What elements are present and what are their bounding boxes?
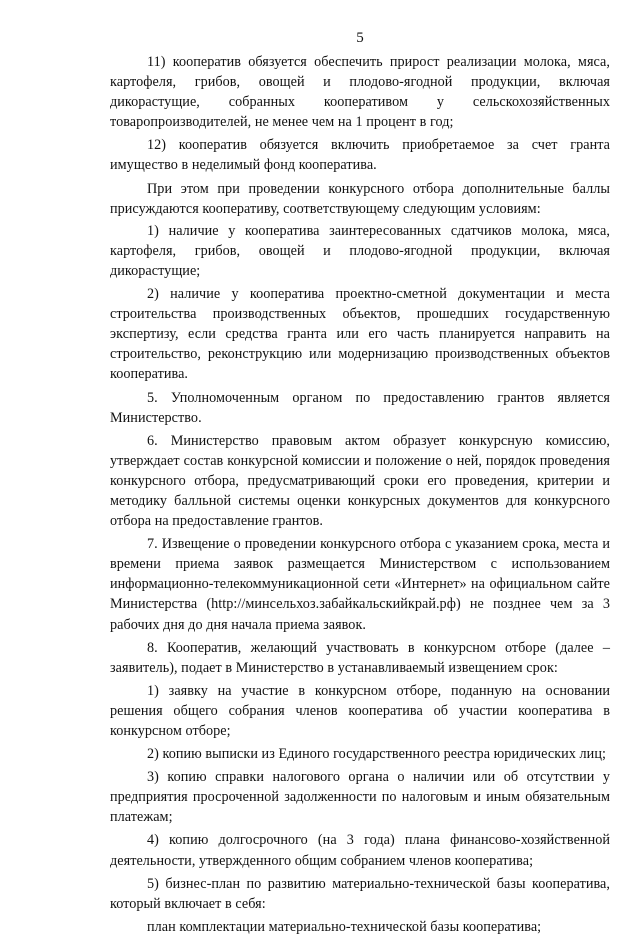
paragraph-section-6: 6. Министерство правовым актом образует конкурсную комиссию, утверждает состав конкурсной комиссии и положение о ней, порядок проведения конкурсного отбора, предусматривающий сроки его проведения, критерии и методику балльной системы оценки конкурсных документов для конкурсного отбора на предоставление грантов. xyxy=(110,432,610,530)
paragraph-document-5: 5) бизнес-план по развитию материально-технической базы кооператива, который включает в себя: xyxy=(110,875,610,912)
paragraph-document-2: 2) копию выписки из Единого государственного реестра юридических лиц; xyxy=(147,746,606,763)
paragraph-document-3: 3) копию справки налогового органа о наличии или об отсутствии у предприятия просроченной задолженности по налоговым и иным обязательным платежам; xyxy=(110,769,610,826)
paragraph-item-12: 12) кооператив обязуется включить приобретаемое за счет гранта имущество в неделимый фонд кооператива. xyxy=(110,137,610,174)
paragraph-section-5: 5. Уполномоченным органом по предоставлению грантов является Министерство. xyxy=(110,389,610,426)
paragraph-item-11: 11) кооператив обязуется обеспечить прирост реализации молока, мяса, картофеля, грибов, овощей и плодово-ягодной продукции, включая дикорастущие, собранных кооперативом у сельскохозяйственных товаропроизводителей, не менее чем на 1 процент в год; xyxy=(110,54,610,131)
paragraph-section-7: 7. Извещение о проведении конкурсного отбора с указанием срока, места и времени приема заявок размещается Министерством с использованием информационно-телекоммуникационной сети «Интернет» на официальном сайте Министерства (http://минсельхоз.забайкальскийкрай.рф) не позднее чем за 3 рабочих дня до дня начала приема заявок. xyxy=(110,536,610,633)
paragraph-section-8: 8. Кооператив, желающий участвовать в конкурсном отборе (далее – заявитель), подает в Министерство в устанавливаемый извещением срок: xyxy=(110,639,610,676)
document-page xyxy=(110,28,610,940)
page-number: 5 xyxy=(356,30,364,46)
paragraph-condition-2: 2) наличие у кооператива проектно-сметной документации и места строительства производственных объектов, прошедших государственную экспертизу, если средства гранта или его часть планируется направить на строительство, реконструкцию или модернизацию производственных объектов кооператива. xyxy=(110,286,610,383)
paragraph-document-4: 4) копию долгосрочного (на 3 года) плана финансово-хозяйственной деятельности, утвержденного общим собранием членов кооператива; xyxy=(110,832,610,869)
paragraph-additional-points: При этом при проведении конкурсного отбора дополнительные баллы присуждаются кооперативу, соответствующему следующим условиям: xyxy=(110,180,610,217)
paragraph-document-1: 1) заявку на участие в конкурсном отборе, поданную на основании решения общего собрания членов кооператива об участии кооператива в конкурсном отборе; xyxy=(110,682,610,739)
paragraph-business-plan-item: план комплектации материально-технической базы кооператива; xyxy=(147,918,542,935)
paragraph-condition-1: 1) наличие у кооператива заинтересованных сдатчиков молока, мяса, картофеля, грибов, овощей и плодово-ягодной продукции, включая дикорастущие; xyxy=(110,222,610,279)
